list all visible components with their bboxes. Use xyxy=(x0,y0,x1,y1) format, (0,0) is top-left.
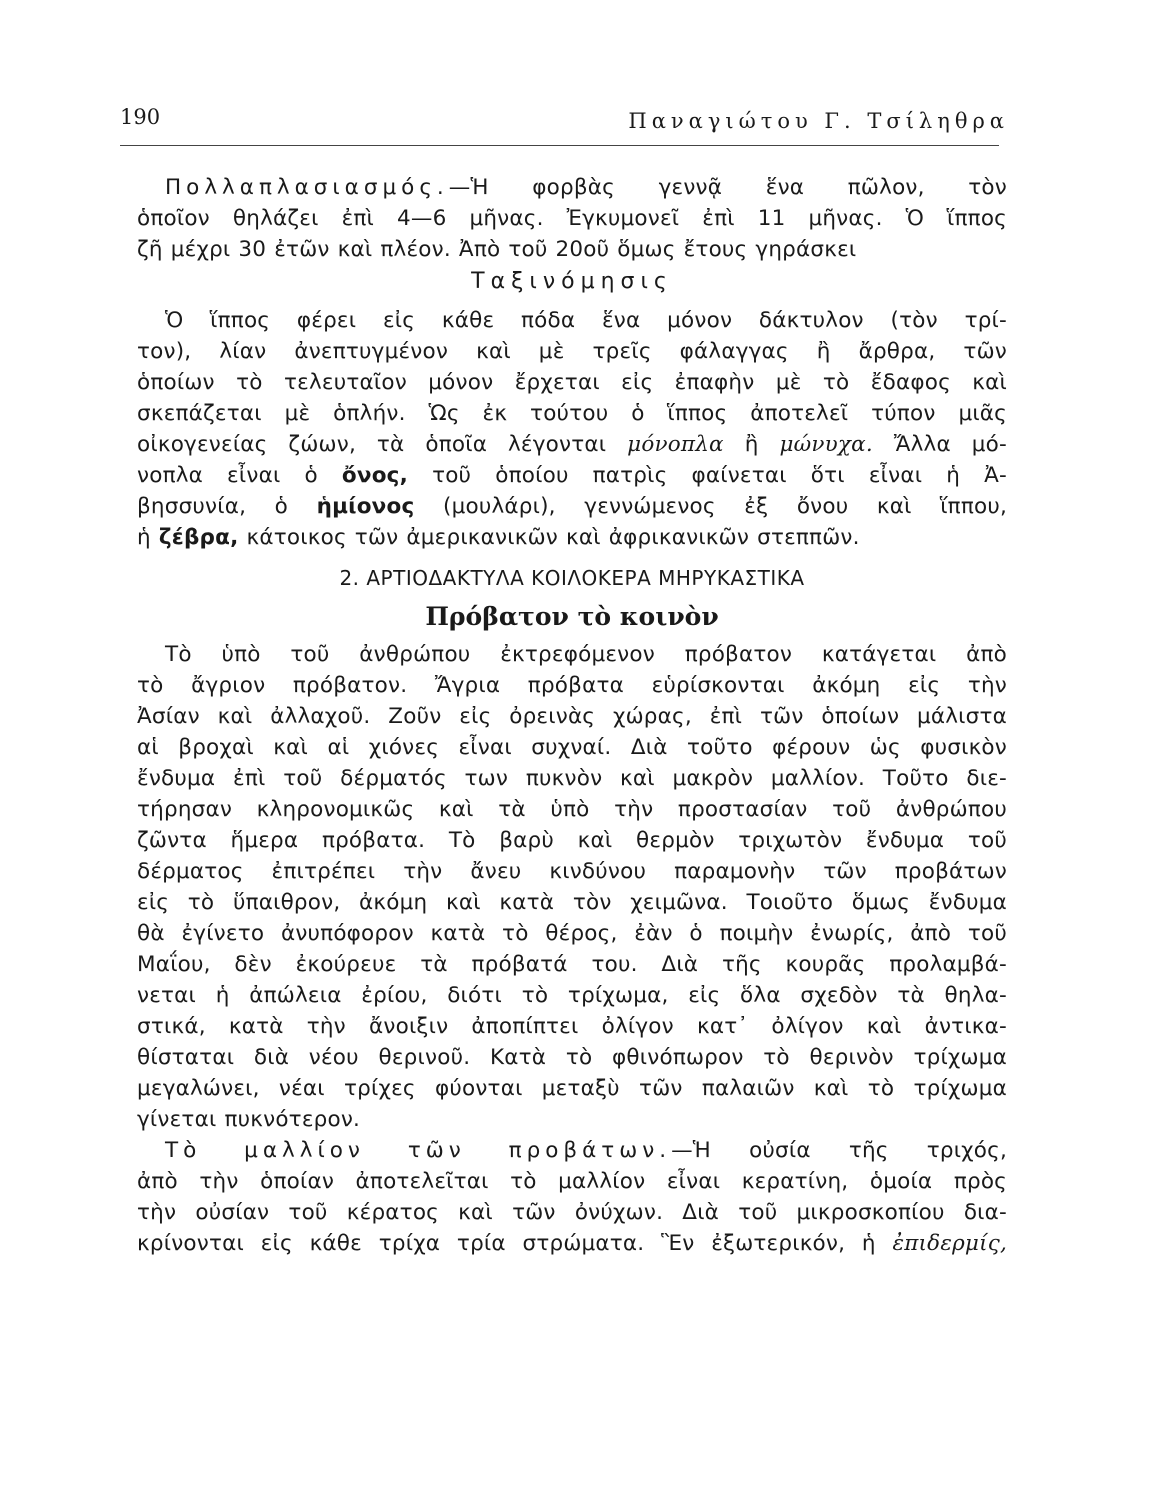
line-text: ἡ xyxy=(137,525,151,550)
line-text: (μουλάρι), γεννώμενος ἐξ ὄνου καὶ ἵππου, xyxy=(443,494,1007,519)
section-heading: 2. ΑΡΤΙΟΔΑΚΤΥΛΑ ΚΟΙΛΟΚΕΡΑ ΜΗΡΥΚΑΣΤΙΚΑ xyxy=(339,566,805,590)
text-line xyxy=(137,172,1007,203)
text-line xyxy=(137,491,1007,522)
text-line: ὁποῖον θηλάζει ἐπὶ 4—6 μῆνας. Ἐγκυμονεῖ ἐπὶ 11 μῆνας. Ὁ ἵππος xyxy=(137,206,1007,231)
line-text: —Ἡ οὐσία τῆς τριχός, xyxy=(671,1138,1008,1163)
bold-term: ζέβρα, xyxy=(158,525,239,550)
bold-term: ὄνος, xyxy=(341,463,408,488)
text-line: αἱ βροχαὶ καὶ αἱ χιόνες εἶναι συχναί. Διὰ τοῦτο φέρουν ὡς φυσικὸν xyxy=(137,735,1007,760)
running-head: Παναγιώτου Γ. Τσίληθρα xyxy=(628,109,1009,133)
text-line: ἔνδυμα ἐπὶ τοῦ δέρματός των πυκνὸν καὶ μακρὸν μαλλίον. Τοῦτο διε- xyxy=(137,766,1007,791)
text-line: ὁποίων τὸ τελευταῖον μόνον ἔρχεται εἰς ἐπαφὴν μὲ τὸ ἔδαφος καὶ xyxy=(137,370,1007,395)
text-line: σκεπάζεται μὲ ὁπλήν. Ὡς ἐκ τούτου ὁ ἵππος ἀποτελεῖ τύπον μιᾶς xyxy=(137,401,1007,426)
text-line: τήρησαν κληρονομικῶς καὶ τὰ ὑπὸ τὴν προστασίαν τοῦ ἀνθρώπου xyxy=(137,797,1007,822)
line-text: νοπλα εἶναι ὁ xyxy=(137,463,318,488)
italic-term: μόνοπλα xyxy=(627,432,724,457)
line-text: τοῦ ὁποίου πατρὶς φαίνεται ὅτι εἶναι ἡ Ἀ- xyxy=(432,463,1007,488)
text-line: τὸ ἄγριον πρόβατον. Ἄγρια πρόβατα εὑρίσκονται ἀκόμη εἰς τὴν xyxy=(137,673,1007,698)
text-line: μεγαλώνει, νέαι τρίχες φύονται μεταξὺ τῶν παλαιῶν καὶ τὸ τρίχωμα xyxy=(137,1076,1007,1101)
subheading-taxonomy: Ταξινόμησις xyxy=(471,269,673,294)
text-line: δέρματος ἐπιτρέπει τὴν ἄνευ κινδύνου παραμονὴν τῶν προβάτων xyxy=(137,859,1007,884)
text-line: ἀπὸ τὴν ὁποίαν ἀποτελεῖται τὸ μαλλίον εἶναι κερατίνη, ὁμοία πρὸς xyxy=(137,1169,1007,1194)
line-text: κρίνονται εἰς κάθε τρίχα τρία στρώματα. Ἓν ἐξωτερικόν, ἡ xyxy=(137,1231,876,1256)
text-line xyxy=(137,1228,1007,1259)
page-body xyxy=(137,172,1007,1259)
text-line: Μαΐου, δὲν ἐκούρευε τὰ πρόβατά του. Διὰ τῆς κουρᾶς προλαμβά- xyxy=(137,952,1007,977)
line-text: βησσυνία, ὁ xyxy=(137,494,289,519)
text-line: στικά, κατὰ τὴν ἄνοιξιν ἀποπίπτει ὀλίγον κατ᾽ ὀλίγον καὶ ἀντικα- xyxy=(137,1014,1007,1039)
text-line: ζῆ μέχρι 30 ἐτῶν καὶ πλέον. Ἀπὸ τοῦ 20οῦ ὅμως ἔτους γηράσκει xyxy=(137,237,857,262)
text-line: τὴν οὐσίαν τοῦ κέρατος καὶ τῶν ὀνύχων. Διὰ τοῦ μικροσκοπίου δια- xyxy=(137,1200,1007,1225)
text-line: Ὁ ἵππος φέρει εἰς κάθε πόδα ἕνα μόνον δάκτυλον (τὸν τρί- xyxy=(165,308,1007,333)
spaced-lead: Πολλαπλασιασμός. xyxy=(165,175,449,200)
page-number: 190 xyxy=(120,105,161,129)
text-line xyxy=(137,460,1007,491)
italic-term: ἐπιδερμίς, xyxy=(892,1231,1007,1256)
line-text: —Ἡ φορβὰς γεννᾷ ἕνα πῶλον, τὸν xyxy=(448,175,1007,200)
text-line: θίσταται διὰ νέου θερινοῦ. Κατὰ τὸ φθινόπωρον τὸ θερινὸν τρίχωμα xyxy=(137,1045,1007,1070)
italic-term: μώνυχα. xyxy=(779,432,873,457)
line-text: Ἄλλα μό- xyxy=(893,432,1007,457)
text-line: γίνεται πυκνότερον. xyxy=(137,1107,361,1132)
text-line: τον), λίαν ἀνεπτυγμένον καὶ μὲ τρεῖς φάλαγγας ἢ ἄρθρα, τῶν xyxy=(137,339,1007,364)
line-text: κάτοικος τῶν ἀμερικανικῶν καὶ ἀφρικανικῶν στεππῶν. xyxy=(246,525,860,550)
text-line: Ἀσίαν καὶ ἀλλαχοῦ. Ζοῦν εἰς ὀρεινὰς χώρας, ἐπὶ τῶν ὁποίων μάλιστα xyxy=(137,704,1007,729)
text-line xyxy=(137,1135,1007,1166)
bold-term: ἡμίονος xyxy=(316,494,415,519)
page-header xyxy=(120,105,1009,146)
text-line: θὰ ἐγίνετο ἀνυπόφορον κατὰ τὸ θέρος, ἐὰν ὁ ποιμὴν ἐνωρίς, ἀπὸ τοῦ xyxy=(137,921,1007,946)
line-text: ἢ xyxy=(744,432,759,457)
line-text: οἰκογενείας ζώων, τὰ ὁποῖα λέγονται xyxy=(137,432,607,457)
article-title: Πρόβατον τὸ κοινὸν xyxy=(425,602,719,631)
text-line: νεται ἡ ἀπώλεια ἐρίου, διότι τὸ τρίχωμα, εἰς ὅλα σχεδὸν τὰ θηλα- xyxy=(137,983,1007,1008)
text-line xyxy=(137,429,1007,460)
text-line xyxy=(137,522,1007,553)
text-line: εἰς τὸ ὕπαιθρον, ἀκόμη καὶ κατὰ τὸν χειμῶνα. Τοιοῦτο ὅμως ἔνδυμα xyxy=(137,890,1007,915)
text-line: Τὸ ὑπὸ τοῦ ἀνθρώπου ἐκτρεφόμενον πρόβατον κατάγεται ἀπὸ xyxy=(165,642,1007,667)
spaced-lead: Τὸ μαλλίον τῶν προβάτων. xyxy=(165,1138,672,1163)
text-line: ζῶντα ἥμερα πρόβατα. Τὸ βαρὺ καὶ θερμὸν τριχωτὸν ἔνδυμα τοῦ xyxy=(137,828,1007,853)
